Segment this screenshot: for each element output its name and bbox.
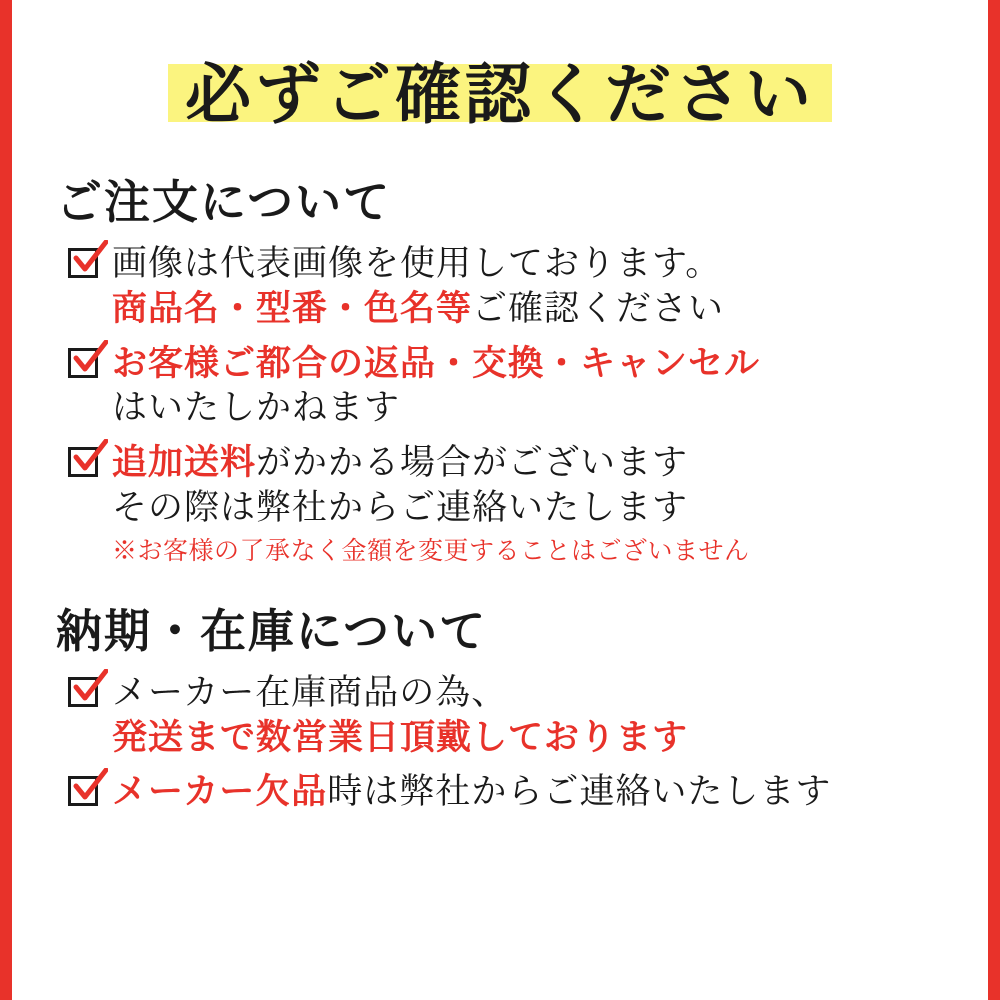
list-item-text xyxy=(112,242,960,332)
section-heading-delivery: 納期・在庫について xyxy=(56,603,488,658)
list-item-line: お客様ご都合の返品・交換・キャンセル xyxy=(112,342,761,384)
list-item-line: 発送まで数営業日頂戴しております xyxy=(112,716,689,758)
emphasis-text: 追加送料 xyxy=(112,442,257,484)
checkbox-checked-icon xyxy=(68,447,106,485)
checkbox-checked-icon xyxy=(68,348,106,386)
list-item-note: ※お客様の了承なく金額を変更することはございません xyxy=(112,535,750,565)
emphasis-text: 商品名・型番・色名等 xyxy=(112,287,473,329)
list-item-text xyxy=(112,441,960,567)
checkbox-checked-icon xyxy=(68,776,106,814)
page-title-text: 必ずご確認ください xyxy=(185,54,815,133)
right-red-bar xyxy=(988,0,1000,1000)
list-item xyxy=(68,441,960,567)
plain-text: がかかる場合がございます xyxy=(256,443,689,484)
list-item-text xyxy=(112,770,960,815)
emphasis-text: メーカー欠品 xyxy=(112,771,328,813)
list-item-line: その際は弊社からご連絡いたします xyxy=(112,487,689,528)
list-item-text xyxy=(112,342,960,432)
list-item-line: はいたしかねます xyxy=(112,388,401,429)
list-item-line xyxy=(112,441,960,486)
list-item-line xyxy=(112,770,960,815)
list-item-line xyxy=(112,287,960,332)
list-item-line: メーカー在庫商品の為、 xyxy=(112,672,508,713)
list-item-text xyxy=(112,671,960,761)
notice-content xyxy=(12,0,988,1000)
section-heading-orders: ご注文について xyxy=(56,175,392,229)
page-title xyxy=(40,36,960,140)
list-item xyxy=(68,671,960,761)
list-item xyxy=(68,770,960,815)
left-red-bar xyxy=(0,0,12,1000)
checkbox-checked-icon xyxy=(68,677,106,715)
list-item xyxy=(68,342,960,432)
plain-text: ご確認ください xyxy=(472,288,725,329)
checkbox-checked-icon xyxy=(68,248,106,286)
list-item xyxy=(68,242,960,332)
list-item-line: 画像は代表画像を使用しております。 xyxy=(112,244,722,284)
plain-text: 時は弊社からご連絡いたします xyxy=(327,772,832,813)
